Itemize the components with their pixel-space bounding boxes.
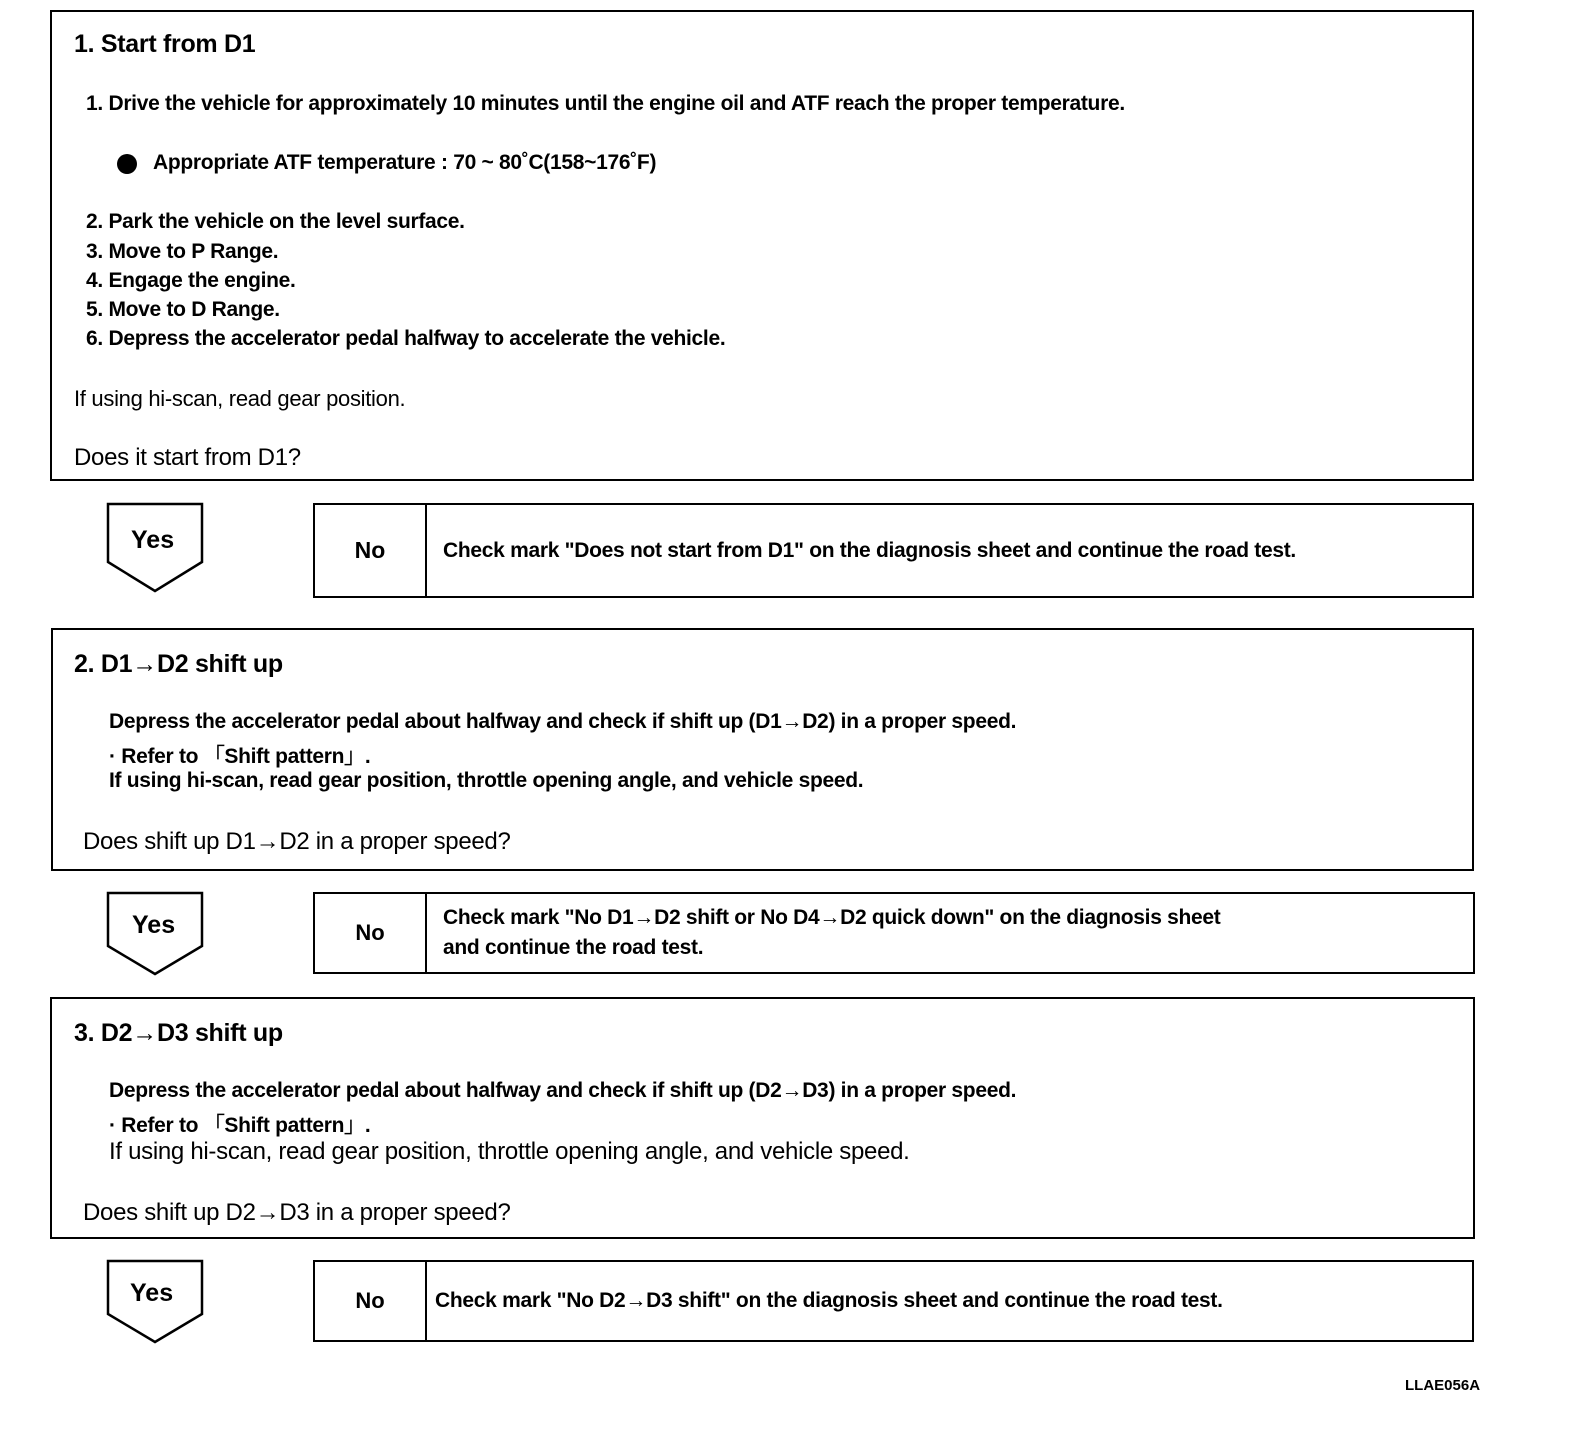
yes-label-2: Yes <box>132 911 176 939</box>
no-label-3: No <box>315 1262 427 1340</box>
no-action-2-line-2: and continue the road test. <box>443 936 704 959</box>
section-1-title: 1. Start from D1 <box>74 30 256 58</box>
section-1-question: Does it start from D1? <box>74 444 301 471</box>
no-action-1 <box>443 505 1462 596</box>
no-label-1: No <box>315 505 427 596</box>
no-action-2 <box>443 894 1463 972</box>
no-box-2 <box>313 892 1475 974</box>
section-3-step-3: If using hi-scan, read gear position, throttle opening angle, and vehicle speed. <box>109 1138 910 1165</box>
section-1-step-5: 5. Move to D Range. <box>86 298 280 321</box>
section-3-question: Does shift up D2→D3 in a proper speed? <box>83 1199 511 1226</box>
section-2-step-2: · Refer to 「Shift pattern」. <box>109 745 371 768</box>
no-action-3 <box>435 1262 1462 1340</box>
yes-label-1: Yes <box>131 526 175 554</box>
no-label-2: No <box>315 894 427 972</box>
no-box-1 <box>313 503 1474 598</box>
yes-label-3: Yes <box>130 1279 174 1307</box>
section-3-step-1: Depress the accelerator pedal about halfway and check if shift up (D2→D3) in a proper speed. <box>109 1079 1017 1102</box>
no-box-3 <box>313 1260 1474 1342</box>
section-1-step-4: 4. Engage the engine. <box>86 269 296 292</box>
section-2-step-1: Depress the accelerator pedal about halfway and check if shift up (D1→D2) in a proper speed. <box>109 710 1017 733</box>
section-1-hiscan-note: If using hi-scan, read gear position. <box>74 386 406 411</box>
section-1-temperature-note: Appropriate ATF temperature : 70 ~ 80˚C(158~176˚F) <box>153 151 657 174</box>
section-2-step-3: If using hi-scan, read gear position, throttle opening angle, and vehicle speed. <box>109 769 864 792</box>
section-3-step-2: · Refer to 「Shift pattern」. <box>109 1114 371 1137</box>
no-action-2-line-1: Check mark "No D1→D2 shift or No D4→D2 quick down" on the diagnosis sheet <box>443 906 1221 929</box>
section-2-question: Does shift up D1→D2 in a proper speed? <box>83 828 511 855</box>
section-1-step-1: 1. Drive the vehicle for approximately 10 minutes until the engine oil and ATF reach the proper temperature. <box>86 92 1125 115</box>
no-action-1-line-1: Check mark "Does not start from D1" on the diagnosis sheet and continue the road test. <box>443 538 1296 562</box>
section-1-step-3: 3. Move to P Range. <box>86 240 279 263</box>
section-1-step-2: 2. Park the vehicle on the level surface. <box>86 210 465 233</box>
no-action-3-line-1: Check mark "No D2→D3 shift" on the diagnosis sheet and continue the road test. <box>435 1289 1223 1312</box>
figure-code: LLAE056A <box>1405 1377 1481 1394</box>
section-2-title: 2. D1→D2 shift up <box>74 650 283 678</box>
section-1-step-6: 6. Depress the accelerator pedal halfway to accelerate the vehicle. <box>86 327 726 350</box>
section-3-title: 3. D2→D3 shift up <box>74 1019 283 1047</box>
bullet-dot-icon <box>117 154 137 174</box>
